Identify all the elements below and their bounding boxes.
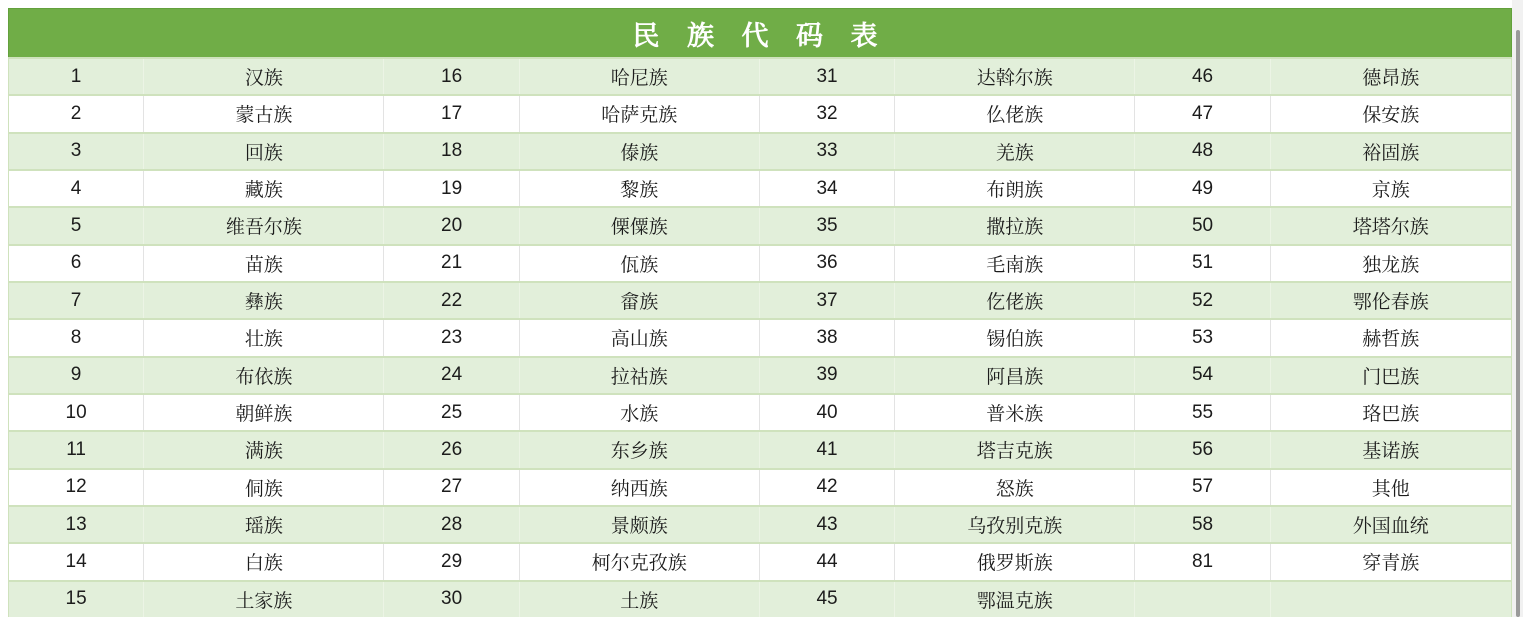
ethnic-name-cell: 柯尔克孜族 xyxy=(520,544,760,579)
code-cell: 52 xyxy=(1135,283,1270,318)
code-cell: 21 xyxy=(384,246,519,281)
code-cell: 49 xyxy=(1135,171,1270,206)
code-cell: 13 xyxy=(9,507,144,542)
ethnic-name-cell: 塔塔尔族 xyxy=(1352,217,1429,239)
code-cell: 20 xyxy=(384,208,519,243)
code-cell: 22 xyxy=(384,283,519,318)
code-cell: 55 xyxy=(1135,395,1270,430)
vertical-scrollbar-thumb[interactable] xyxy=(1516,30,1520,617)
ethnic-name-cell: 裕固族 xyxy=(1362,142,1420,164)
code-cell: 9 xyxy=(9,358,144,393)
code-cell: 43 xyxy=(760,507,895,542)
ethnic-name-cell: 瑶族 xyxy=(144,507,384,542)
code-cell: 5 xyxy=(9,208,144,243)
code-cell: 18 xyxy=(384,134,519,169)
code-cell: 29 xyxy=(384,544,519,579)
code-cell: 30 xyxy=(384,582,519,617)
ethnic-name-cell: 德昂族 xyxy=(1362,68,1420,90)
ethnic-name-cell: 土家族 xyxy=(144,582,384,617)
code-cell: 50 xyxy=(1135,208,1270,243)
vertical-scrollbar-track[interactable] xyxy=(1512,0,1523,617)
ethnic-code-table xyxy=(8,8,1512,617)
code-cell: 56 xyxy=(1135,432,1270,467)
code-cell: 6 xyxy=(9,246,144,281)
code-cell: 2 xyxy=(9,96,144,131)
table-row xyxy=(9,318,1511,355)
code-cell: 31 xyxy=(760,59,895,94)
code-cell: 7 xyxy=(9,283,144,318)
code-cell: 39 xyxy=(760,358,895,393)
ethnic-name-cell: 其他 xyxy=(1371,478,1410,500)
code-cell: 16 xyxy=(384,59,519,94)
code-cell xyxy=(1135,582,1270,617)
ethnic-name-cell: 蒙古族 xyxy=(144,96,384,131)
ethnic-name-cell: 鄂温克族 xyxy=(895,582,1135,617)
code-cell: 51 xyxy=(1135,246,1270,281)
table-row xyxy=(9,169,1511,206)
code-cell: 11 xyxy=(9,432,144,467)
ethnic-name-cell: 土族 xyxy=(520,582,760,617)
ethnic-name-cell: 塔吉克族 xyxy=(895,432,1135,467)
ethnic-name-cell: 哈尼族 xyxy=(520,59,760,94)
code-cell: 58 xyxy=(1135,507,1270,542)
table-row xyxy=(9,132,1511,169)
ethnic-name-cell: 苗族 xyxy=(144,246,384,281)
ethnic-name-cell: 汉族 xyxy=(144,59,384,94)
ethnic-name-cell: 布朗族 xyxy=(895,171,1135,206)
ethnic-name-cell: 傣族 xyxy=(520,134,760,169)
ethnic-name-cell: 保安族 xyxy=(1362,105,1420,127)
code-cell: 14 xyxy=(9,544,144,579)
ethnic-name-cell: 外国血统 xyxy=(1352,516,1429,538)
table-row xyxy=(9,542,1511,579)
ethnic-name-cell: 珞巴族 xyxy=(1362,404,1420,426)
ethnic-name-cell: 俄罗斯族 xyxy=(895,544,1135,579)
ethnic-name-cell: 东乡族 xyxy=(520,432,760,467)
ethnic-name-cell: 赫哲族 xyxy=(1362,329,1420,351)
code-cell: 37 xyxy=(760,283,895,318)
code-cell: 81 xyxy=(1135,544,1270,579)
ethnic-name-cell: 羌族 xyxy=(895,134,1135,169)
code-cell: 23 xyxy=(384,320,519,355)
code-cell: 33 xyxy=(760,134,895,169)
ethnic-name-cell: 藏族 xyxy=(144,171,384,206)
ethnic-name-cell: 朝鲜族 xyxy=(144,395,384,430)
ethnic-name-cell: 仡佬族 xyxy=(895,283,1135,318)
ethnic-name-cell: 锡伯族 xyxy=(895,320,1135,355)
ethnic-name-cell: 怒族 xyxy=(895,470,1135,505)
ethnic-name-cell: 壮族 xyxy=(144,320,384,355)
table-row xyxy=(9,206,1511,243)
ethnic-name-cell: 拉祜族 xyxy=(520,358,760,393)
ethnic-name-cell: 佤族 xyxy=(520,246,760,281)
code-cell: 38 xyxy=(760,320,895,355)
code-cell: 53 xyxy=(1135,320,1270,355)
code-cell: 8 xyxy=(9,320,144,355)
table-body xyxy=(8,57,1512,617)
code-cell: 12 xyxy=(9,470,144,505)
table-title: 民 族 代 码 表 xyxy=(8,8,1512,57)
ethnic-name-cell: 京族 xyxy=(1371,180,1410,202)
ethnic-name-cell: 维吾尔族 xyxy=(144,208,384,243)
ethnic-name-cell xyxy=(1271,582,1511,617)
ethnic-name-cell: 白族 xyxy=(144,544,384,579)
code-cell: 48 xyxy=(1135,134,1270,169)
table-row xyxy=(9,430,1511,467)
ethnic-name-cell: 普米族 xyxy=(895,395,1135,430)
ethnic-name-cell: 门巴族 xyxy=(1362,366,1420,388)
code-cell: 47 xyxy=(1135,96,1270,131)
code-cell: 15 xyxy=(9,582,144,617)
ethnic-name-cell: 彝族 xyxy=(144,283,384,318)
ethnic-name-cell: 侗族 xyxy=(144,470,384,505)
ethnic-name-cell: 鄂伦春族 xyxy=(1352,292,1429,314)
ethnic-name-cell: 基诺族 xyxy=(1362,441,1420,463)
table-row xyxy=(9,94,1511,131)
code-cell: 26 xyxy=(384,432,519,467)
code-cell: 44 xyxy=(760,544,895,579)
code-cell: 27 xyxy=(384,470,519,505)
code-cell: 3 xyxy=(9,134,144,169)
ethnic-name-cell: 满族 xyxy=(144,432,384,467)
ethnic-name-cell: 毛南族 xyxy=(895,246,1135,281)
table-row xyxy=(9,393,1511,430)
ethnic-name-cell: 傈僳族 xyxy=(520,208,760,243)
code-cell: 34 xyxy=(760,171,895,206)
code-cell: 46 xyxy=(1135,59,1270,94)
code-cell: 41 xyxy=(760,432,895,467)
code-cell: 4 xyxy=(9,171,144,206)
code-cell: 45 xyxy=(760,582,895,617)
code-cell: 54 xyxy=(1135,358,1270,393)
ethnic-name-cell: 哈萨克族 xyxy=(520,96,760,131)
code-cell: 19 xyxy=(384,171,519,206)
table-row xyxy=(9,281,1511,318)
code-cell: 24 xyxy=(384,358,519,393)
ethnic-name-cell: 仫佬族 xyxy=(895,96,1135,131)
code-cell: 36 xyxy=(760,246,895,281)
ethnic-name-cell: 布依族 xyxy=(144,358,384,393)
code-cell: 42 xyxy=(760,470,895,505)
ethnic-name-cell: 水族 xyxy=(520,395,760,430)
code-cell: 32 xyxy=(760,96,895,131)
table-row xyxy=(9,244,1511,281)
ethnic-name-cell: 纳西族 xyxy=(520,470,760,505)
ethnic-name-cell: 畲族 xyxy=(520,283,760,318)
code-cell: 40 xyxy=(760,395,895,430)
code-cell: 1 xyxy=(9,59,144,94)
code-cell: 28 xyxy=(384,507,519,542)
ethnic-name-cell: 景颇族 xyxy=(520,507,760,542)
ethnic-name-cell: 高山族 xyxy=(520,320,760,355)
code-cell: 17 xyxy=(384,96,519,131)
ethnic-name-cell: 乌孜别克族 xyxy=(895,507,1135,542)
ethnic-name-cell: 穿青族 xyxy=(1362,553,1420,575)
ethnic-name-cell: 达斡尔族 xyxy=(895,59,1135,94)
ethnic-name-cell: 黎族 xyxy=(520,171,760,206)
ethnic-name-cell: 阿昌族 xyxy=(895,358,1135,393)
table-row xyxy=(9,356,1511,393)
table-row xyxy=(9,580,1511,617)
table-row xyxy=(9,57,1511,94)
ethnic-name-cell: 撒拉族 xyxy=(895,208,1135,243)
code-cell: 35 xyxy=(760,208,895,243)
table-row xyxy=(9,505,1511,542)
code-cell: 10 xyxy=(9,395,144,430)
table-row xyxy=(9,468,1511,505)
code-cell: 57 xyxy=(1135,470,1270,505)
ethnic-name-cell: 回族 xyxy=(144,134,384,169)
ethnic-name-cell: 独龙族 xyxy=(1362,254,1420,276)
code-cell: 25 xyxy=(384,395,519,430)
